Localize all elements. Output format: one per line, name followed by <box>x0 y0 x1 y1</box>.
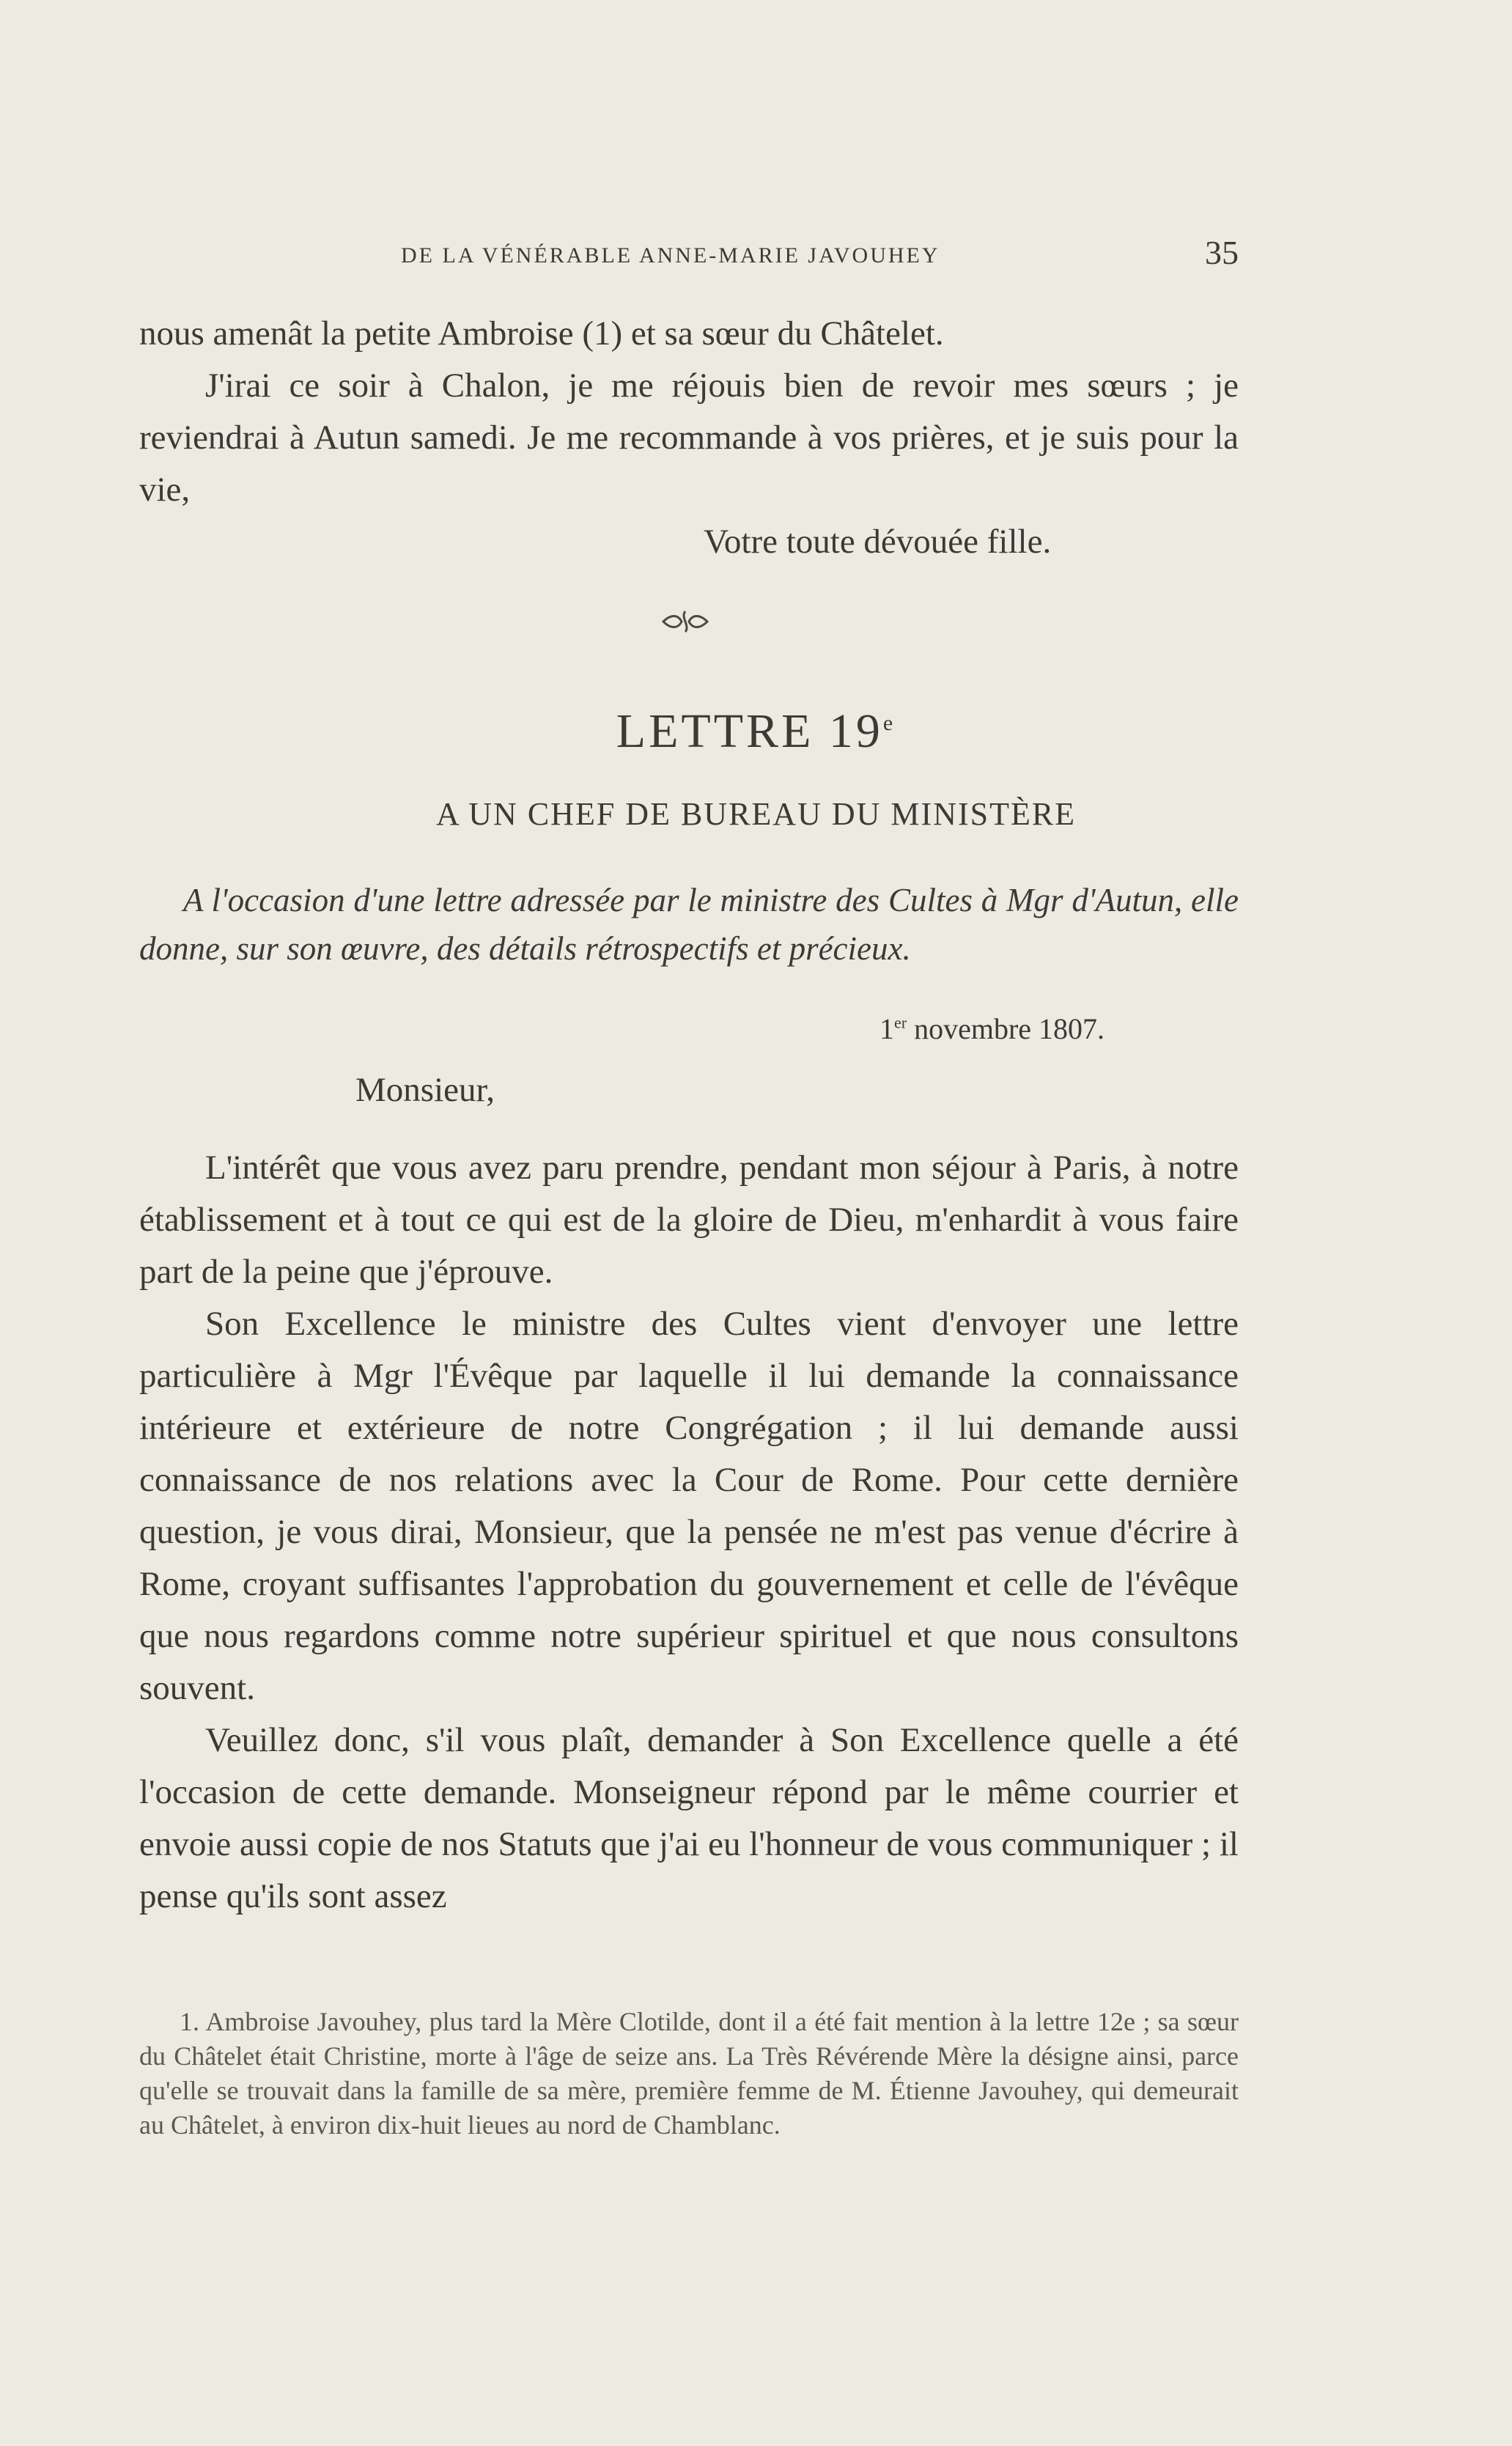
footnote: 1. Ambroise Javouhey, plus tard la Mère Clotilde, dont il a été fait mention à la lettre 12e ; sa sœur du Châtelet était Christine, morte à l'âge de seize ans. La Très Révérende Mère la désigne ainsi, parce qu'elle se trouvait dans la famille de sa mère, première femme de M. Étienne Javouhey, qui demeurait au Châtelet, à environ dix-huit lieues au nord de Chamblanc. <box>139 2007 1239 2140</box>
salutation: Monsieur, <box>355 1071 495 1109</box>
footnotes <box>139 2005 1239 2143</box>
fleuron-icon <box>660 607 711 636</box>
letter-date <box>879 1012 1105 1046</box>
letter-paragraph: Veuillez donc, s'il vous plaît, demander à Son Excellence quelle a été l'occasion de cette demande. Monseigneur répond par le même courrier et envoie aussi copie de nos Statuts que j'ai eu l'honneur de vous communiquer ; il pense qu'ils sont assez <box>139 1721 1239 1915</box>
running-head: DE LA VÉNÉRABLE ANNE-MARIE JAVOUHEY <box>401 243 940 268</box>
closing-paragraph: J'irai ce soir à Chalon, je me réjouis bien de revoir mes sœurs ; je reviendrai à Autun samedi. Je me recommande à vos prières, et je suis pour la vie, <box>139 366 1239 509</box>
date-rest: novembre 1807. <box>907 1012 1105 1045</box>
letter-title-sup: e <box>882 711 896 735</box>
letter-title <box>0 704 1512 759</box>
letter-body <box>139 1142 1239 1923</box>
letter-title-text: LETTRE 19 <box>616 704 883 758</box>
page-number: 35 <box>1205 234 1239 271</box>
previous-letter-ending <box>139 308 1239 568</box>
letter-paragraph: L'intérêt que vous avez paru prendre, pendant mon séjour à Paris, à notre établissement et à tout ce qui est de la gloire de Dieu, m'enhardit à vous faire part de la peine que j'éprouve. <box>139 1149 1239 1291</box>
page-header <box>139 233 1239 277</box>
date-day: 1 <box>879 1012 894 1045</box>
continued-paragraph: nous amenât la petite Ambroise (1) et sa sœur du Châtelet. <box>139 314 944 353</box>
letter-recipient: A UN CHEF DE BUREAU DU MINISTÈRE <box>435 796 1077 832</box>
letter-paragraph: Son Excellence le ministre des Cultes vient d'envoyer une lettre particulière à Mgr l'Évêque par laquelle il lui demande la connaissance intérieure et extérieure de notre Congrégation ; il lui demande aussi connaissance de nos relations avec la Cour de Rome. Pour cette dernière question, je vous dirai, Monsieur, que la pensée ne m'est pas venue d'écrire à Rome, croyant suffisantes l'approbation du gouvernement et celle de l'évêque que nous regardons comme notre supérieur spirituel et que nous consultons souvent. <box>139 1305 1239 1707</box>
letter-summary: A l'occasion d'une lettre adressée par le ministre des Cultes à Mgr d'Autun, elle donne, sur son œuvre, des détails rétrospectifs et précieux. <box>139 882 1239 967</box>
date-sup: er <box>894 1013 907 1032</box>
signature: Votre toute dévouée fille. <box>704 523 1052 561</box>
